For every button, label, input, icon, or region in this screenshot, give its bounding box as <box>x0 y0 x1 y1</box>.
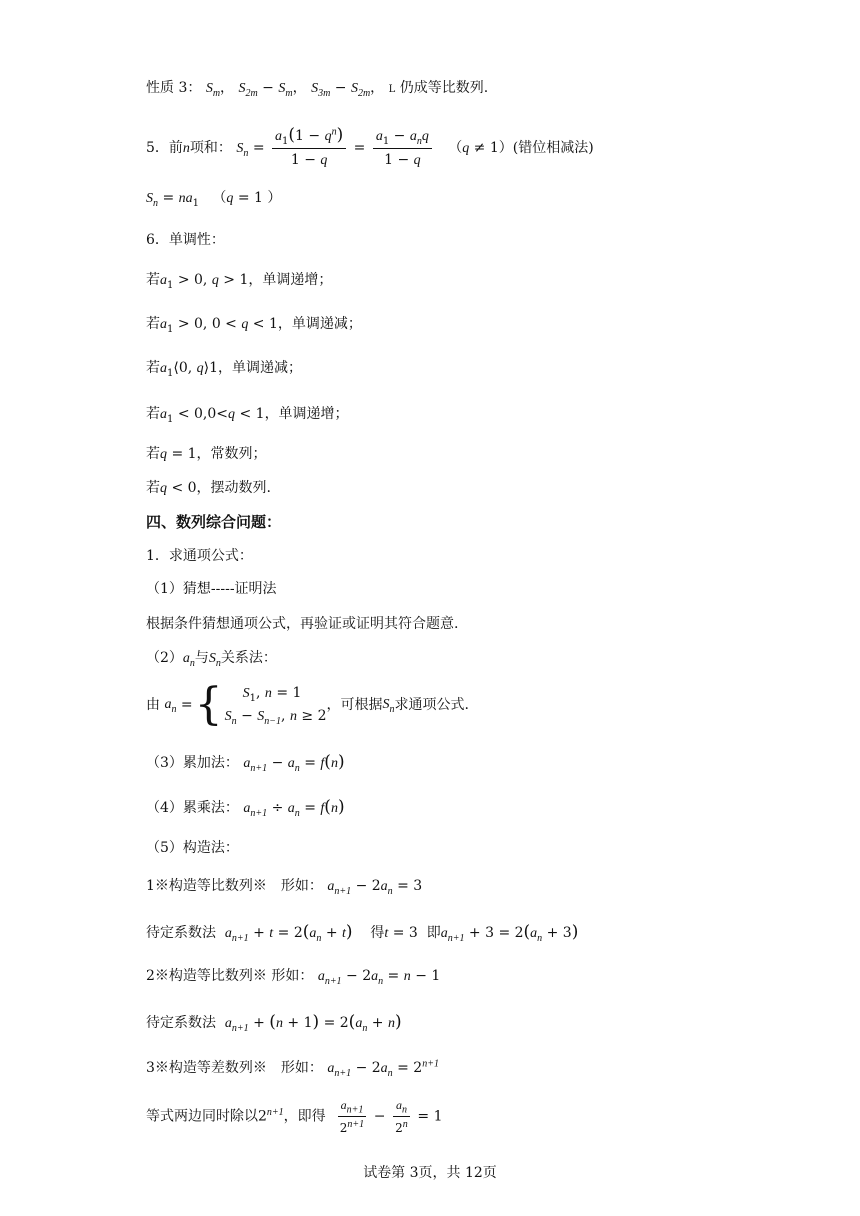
text: 与 <box>194 650 209 666</box>
text: ，单调递减； <box>218 360 303 376</box>
text: 求通项公式. <box>394 697 469 713</box>
text: 5．前 <box>146 140 183 156</box>
general-term-title: 1．求通项公式： <box>146 548 253 564</box>
construct-1-method: 待定系数法 $a_{n+1} + t = 2(a_n + t)$ 得t = 3 即$a_{n+1} + 3 = 2(a_n + 3)$ <box>146 922 579 944</box>
text: 即 <box>426 925 441 941</box>
text: 待定系数法 <box>146 925 216 941</box>
text: 仍成等比数列. <box>399 80 489 96</box>
mono-case-6: 若q < 0，摆动数列. <box>146 480 271 496</box>
text: 若 <box>146 480 160 496</box>
construct-3-desc: 等式两边同时除以$2^{n+1}$，即得 $\frac{a_{n+1}}{2^{n+1}}$ − $\frac{a_n}{2^n}$ = 1 <box>146 1098 443 1135</box>
method-1: （1）猜想-----证明法 <box>146 581 277 597</box>
text: ，常数列； <box>196 446 267 462</box>
monotonic-title: 6．单调性： <box>146 232 225 248</box>
text: 得 <box>370 925 385 941</box>
text: ，即得 <box>283 1108 326 1125</box>
method-5: （5）构造法： <box>146 840 239 856</box>
construct-3: 3※构造等差数列※ 形如： $a_{n+1} - 2a_n = 2^{n+1}$ <box>146 1058 439 1079</box>
sum-formula-line: 5．前n项和： $S_n$ = $\frac{a_1(1 - q^n)}{1 - q}$ = $\frac{a_1 - a_nq}{1 - q}$ （q ≠ 1）(错位相减法) <box>146 125 594 168</box>
page-footer: 试卷第 3页，共 12页 <box>363 1165 497 1181</box>
method-4: （4）累乘法： $a_{n+1} \div a_n = f(n)$ <box>146 797 345 819</box>
method-2: $(2)a_n$与$S_n$关系法： <box>146 650 277 669</box>
method-2-formula: 由 $a_n$ = { $S_1$, n = 1 $S_n - S_{n-1}$, n ≥ 2 ，可根据 $S_n$ 求通项公式. <box>146 679 469 730</box>
mono-case-5: 若q = 1，常数列； <box>146 446 267 462</box>
construct-2-method: 待定系数法 $a_{n+1} + (n + 1) = 2(a_n + n)$ <box>146 1012 402 1034</box>
text: ）(错位相减法) <box>498 140 594 156</box>
text: 项和： <box>189 140 232 156</box>
property-3-line: 性质 3： $S_m$， $S_{2m} - S_m$， $S_{3m} - S_{2m}$， L 仍成等比数列. <box>146 80 489 99</box>
text: 关系法： <box>220 650 277 666</box>
mono-case-1: 若$a_1 > 0$, q > 1，单调递增； <box>146 272 333 291</box>
text: 若 <box>146 272 160 288</box>
section-4-heading: 四、数列综合问题： <box>146 513 282 531</box>
mono-case-3: 若$a_1⟨0$, q⟩1，单调递减； <box>146 360 303 379</box>
text: （3）累加法： <box>146 755 239 771</box>
construct-1: 1※构造等比数列※ 形如： $a_{n+1} - 2a_n = 3$ <box>146 878 423 897</box>
text: ，摆动数列. <box>196 480 271 496</box>
text: 由 <box>146 697 160 713</box>
text: （4）累乘法： <box>146 800 239 816</box>
text: 性质 3： <box>146 80 202 96</box>
text: 若 <box>146 360 160 376</box>
method-1-desc: 根据条件猜想通项公式，再验证或证明其符合题意. <box>146 616 459 632</box>
text: ，可根据 <box>326 697 383 713</box>
text: 等式两边同时除以 <box>146 1108 258 1125</box>
text: 若 <box>146 406 160 422</box>
text: 若 <box>146 446 160 462</box>
text: 1※构造等比数列※ 形如： <box>146 878 323 894</box>
mono-case-2: 若$a_1 > 0$, 0 < q < 1，单调递减； <box>146 316 362 335</box>
mono-case-4: 若$a_1 < 0,0<q < 1$，单调递增； <box>146 406 349 425</box>
text: ，单调递减； <box>277 316 362 332</box>
text: 2※构造等比数列※ 形如： <box>146 968 314 984</box>
text: （2） <box>146 650 183 666</box>
construct-2: 2※构造等比数列※ 形如： $a_{n+1} - 2a_n = n - 1$ <box>146 968 441 987</box>
text: 待定系数法 <box>146 1015 216 1031</box>
text: ，单调递增； <box>264 406 349 422</box>
text: （ <box>212 190 227 206</box>
text: 3※构造等差数列※ 形如： <box>146 1060 323 1076</box>
sum-q1-line: $S_n = na_1$ （q = 1 ） <box>146 190 282 209</box>
text: ，单调递增； <box>248 272 333 288</box>
text: （ <box>448 140 463 156</box>
text: 若 <box>146 316 160 332</box>
method-3: （3）累加法： $a_{n+1} - a_n = f(n)$ <box>146 752 345 774</box>
